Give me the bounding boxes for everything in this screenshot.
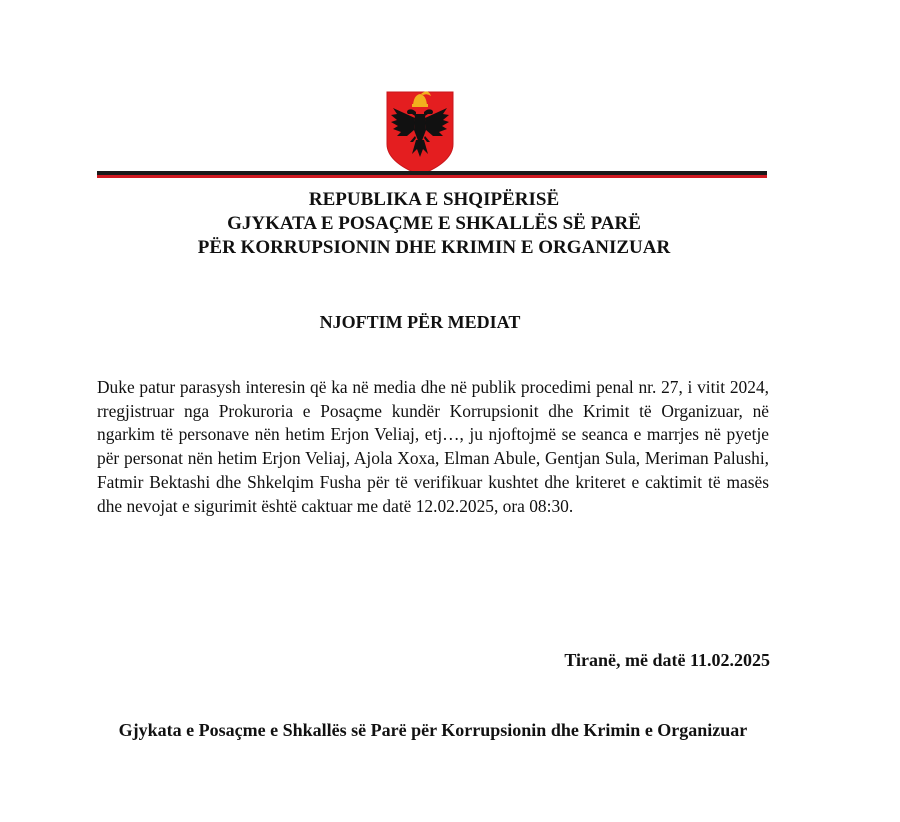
place-and-date: Tiranë, më datë 11.02.2025 [564, 650, 770, 670]
letterhead-line-court: GJYKATA E POSAÇME E SHKALLËS SË PARË [227, 213, 641, 234]
header-rule-red [97, 175, 767, 178]
letterhead-line-republic: REPUBLIKA E SHQIPËRISË [308, 189, 560, 210]
letterhead [0, 188, 868, 260]
notice-body: Duke patur parasysh interesin që ka në media dhe në publik procedimi penal nr. 27, i vitit 2024, rregjistruar nga Prokuroria e Posaçme kundër Korrupsionit dhe Krimit të Organizuar, në ngarkim të personave nën hetim Erjon Veliaj, etj…, ju njoftojmë se seanca e marrjes në pyetje për personat nën hetim Erjon Veliaj, Ajola Xoxa, Elman Abule, Gentjan Sula, Meriman Palushi, Fatmir Bektashi dhe Shkelqim Fusha për të verifikuar kushtet dhe kriteret e caktimit të masës dhe nevojat e sigurimit është caktuar me datë 12.02.2025, ora 08:30. [97, 377, 769, 516]
letterhead-line-jurisdiction: PËR KORRUPSIONIN DHE KRIMIN E ORGANIZUAR [197, 237, 671, 258]
notice-title: NJOFTIM PËR MEDIAT [319, 312, 521, 332]
coat-of-arms-icon [385, 82, 455, 176]
issuing-institution: Gjykata e Posaçme e Shkallës së Parë për Korrupsionin dhe Krimin e Organizuar [118, 720, 748, 740]
